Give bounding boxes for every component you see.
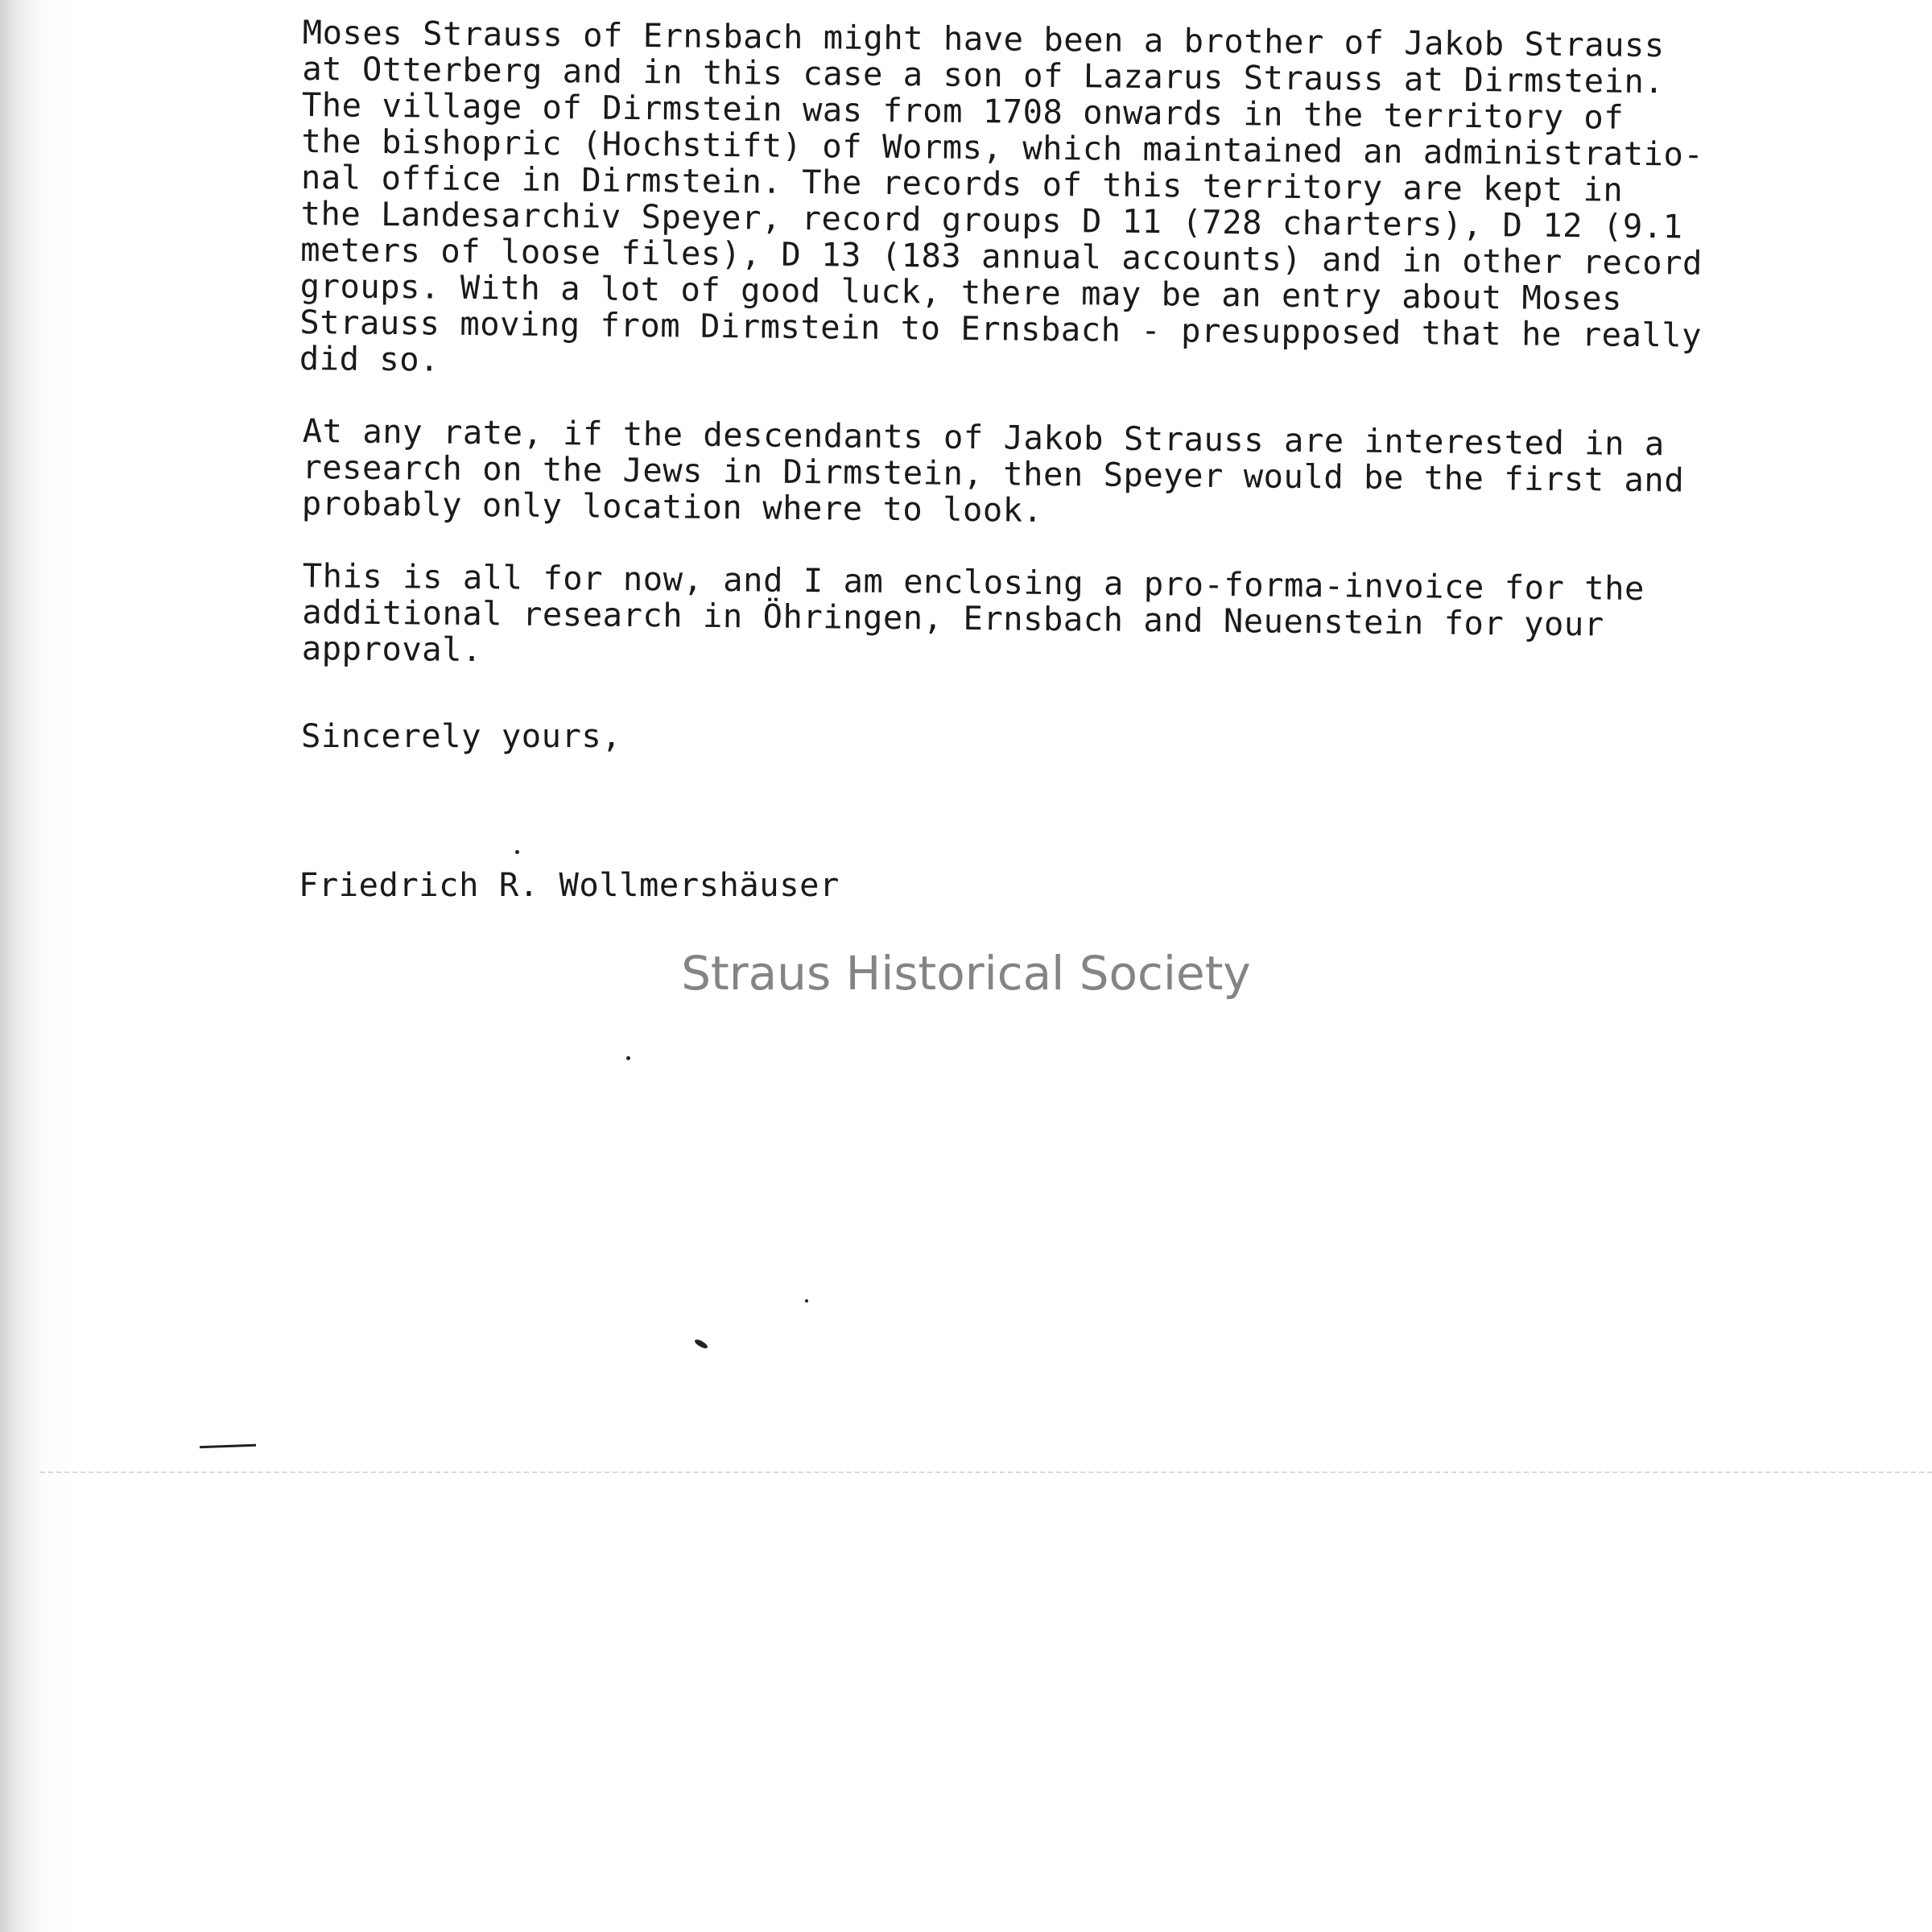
paragraph-research-dirmstein: At any rate, if the descendants of Jakob Strauss are interested in a research on the Jews in Dirmstein, then Speyer would be the first and probably only location where to look. — [301, 411, 1685, 530]
closing-salutation: Sincerely yours, — [301, 716, 622, 755]
ink-speck — [515, 850, 519, 854]
letter-body — [299, 13, 1913, 670]
ink-speck — [805, 1299, 808, 1302]
watermark-text: Straus Historical Society — [681, 946, 1251, 1001]
ink-speck — [693, 1338, 708, 1350]
signature-name: Friedrich R. Wollmershäuser — [299, 865, 840, 904]
ink-speck — [626, 1056, 630, 1060]
paragraph-invoice: This is all for now, and I am enclosing a pro-forma-invoice for the additional research in Öhringen, Ernsbach and Neuenstein for your approval. — [301, 556, 1645, 670]
ink-mark — [200, 1444, 256, 1448]
page-fold-line — [40, 1472, 1932, 1475]
paragraph-moses-strauss: Moses Strauss of Ernsbach might have been a brother of Jakob Strauss at Otterberg and in this case a son of Lazarus Strauss at Dirmstein. The village of Dirmstein was from 1708 onwards in the territory of the bishopric (Hochstift) of Worms, which maintained an administratio- nal office in Dirmstein. The records of this territory are kept in the Landesarchiv Speyer, record groups D 11 (728 charters), D 12 (9.1 meters of loose files), D 13 (183 annual accounts) and in other record groups. With a lot of good luck, there may be an entry about Moses Strauss moving from Dirmstein to Ernsbach - presupposed that he really did so. — [299, 13, 1704, 379]
